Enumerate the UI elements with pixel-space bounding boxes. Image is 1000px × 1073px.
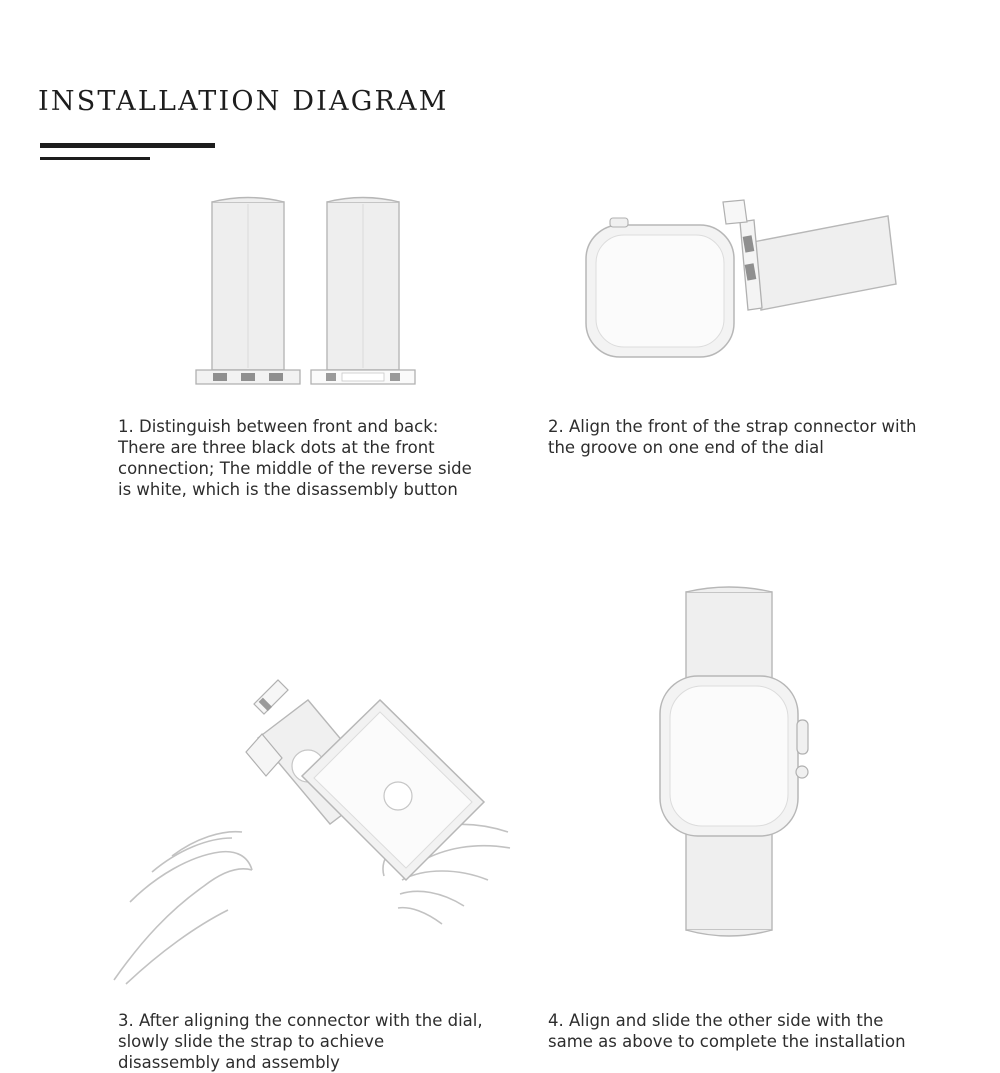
step-4 xyxy=(548,580,968,1051)
assembled-watch-svg xyxy=(548,580,968,1000)
step-2-illustration xyxy=(548,180,968,410)
two-strap-ends-front-and-back-svg xyxy=(112,180,512,410)
lower-strap xyxy=(686,826,772,936)
watch-case xyxy=(586,218,734,357)
page-title: INSTALLATION DIAGRAM xyxy=(38,86,449,117)
step-2 xyxy=(548,180,968,457)
step-3 xyxy=(112,580,512,1072)
hands-sliding-strap-svg xyxy=(112,580,512,1000)
step-4-caption: 4. Align and slide the other side with the same as above to complete the installation xyxy=(548,1011,906,1051)
watch-case-with-connector-svg xyxy=(548,180,968,410)
strap-back xyxy=(311,198,415,385)
step-3-caption: 3. After aligning the connector with the dial, slowly slide the strap to achieve disassembly and assembly xyxy=(118,1011,483,1072)
step-1-illustration xyxy=(112,180,512,410)
header xyxy=(38,86,638,117)
strap-angled xyxy=(723,200,896,310)
left-hand xyxy=(114,832,252,984)
watch-case-assembled xyxy=(660,676,808,836)
step-1 xyxy=(112,180,512,499)
title-rule-thin xyxy=(40,157,150,160)
upper-strap xyxy=(686,587,772,688)
strap-front xyxy=(196,198,300,385)
step-1-caption: 1. Distinguish between front and back: There are three black dots at the front connection; The middle of the reverse side is white, which is the disassembly button xyxy=(118,417,472,499)
step-3-illustration xyxy=(112,580,512,1000)
title-underline-group xyxy=(40,143,215,160)
connector-tab xyxy=(254,680,288,714)
step-2-caption: 2. Align the front of the strap connector with the groove on one end of the dial xyxy=(548,417,917,457)
step-4-illustration xyxy=(548,580,968,1000)
title-rule-thick xyxy=(40,143,215,148)
